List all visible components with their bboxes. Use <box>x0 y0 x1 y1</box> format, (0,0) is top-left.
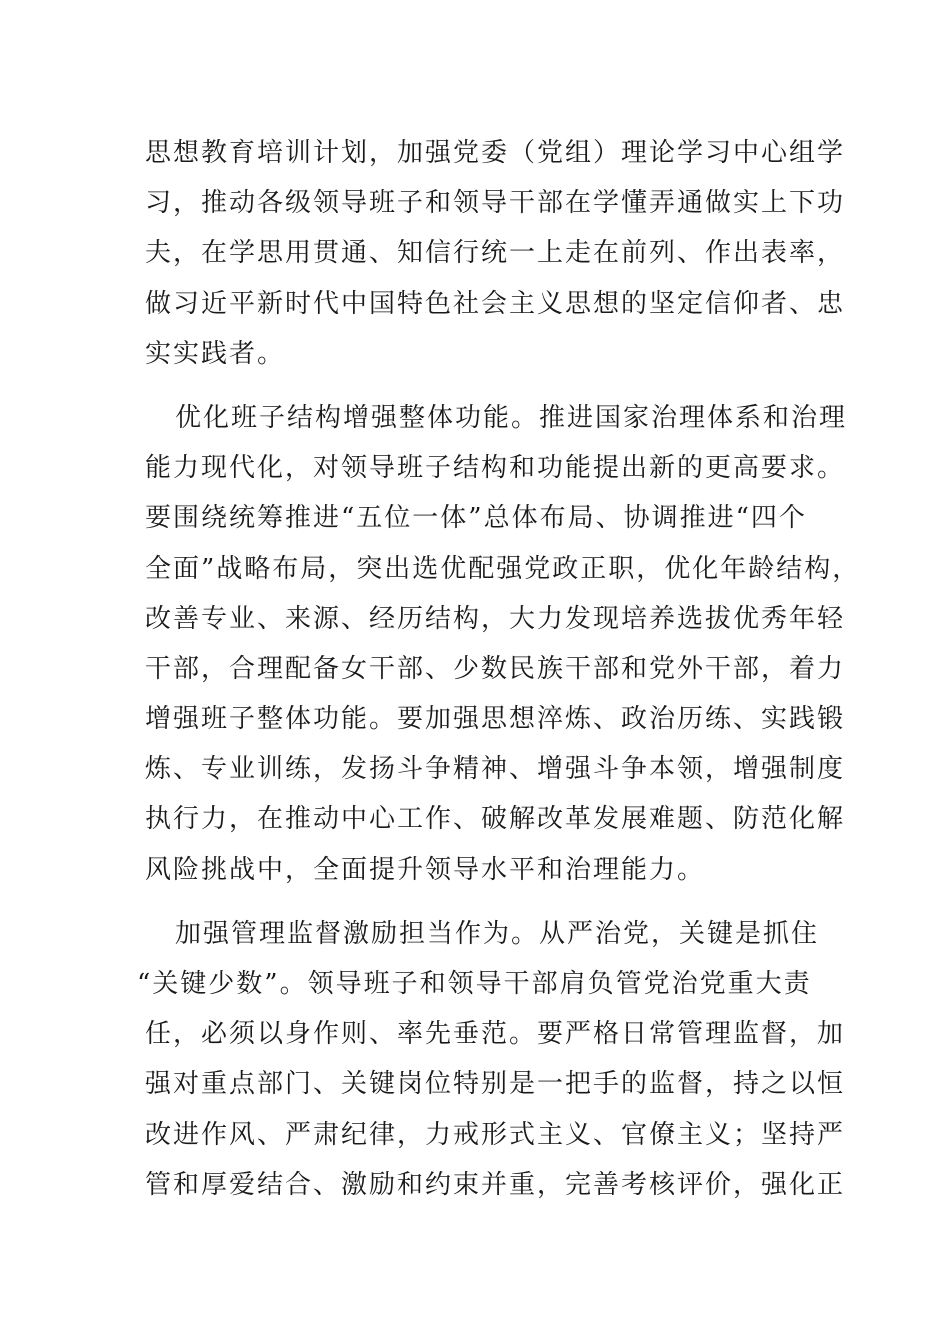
text-line: 任，必须以身作则、率先垂范。要严格日常管理监督，加 <box>145 1019 846 1050</box>
text-line: 干部，合理配备女干部、少数民族干部和党外干部，着力 <box>145 653 846 684</box>
text-line: 夫，在学思用贯通、知信行统一上走在前列、作出表率， <box>145 238 846 269</box>
text-line: 加强管理监督激励担当作为。从严治党，关键是抓住 <box>175 918 820 949</box>
text-line: 做习近平新时代中国特色社会主义思想的坚定信仰者、忠 <box>145 288 846 319</box>
text-line: 风险挑战中，全面提升领导水平和治理能力。 <box>145 854 706 885</box>
text-line: 管和厚爱结合、激励和约束并重，完善考核评价，强化正 <box>145 1169 846 1200</box>
text-line: 炼、专业训练，发扬斗争精神、增强斗争本领，增强制度 <box>145 754 846 785</box>
text-line: 能力现代化，对领导班子结构和功能提出新的更高要求。 <box>145 453 846 484</box>
text-line: 全面”战略布局，突出选优配强党政正职，优化年龄结构， <box>145 553 861 584</box>
text-line: 优化班子结构增强整体功能。推进国家治理体系和治理 <box>175 402 848 433</box>
text-line: 改善专业、来源、经历结构，大力发现培养选拔优秀年轻 <box>145 603 846 634</box>
text-line: 增强班子整体功能。要加强思想淬炼、政治历练、实践锻 <box>145 704 846 735</box>
text-line: 要围绕统筹推进“五位一体”总体布局、协调推进“四个 <box>145 503 807 534</box>
document-body <box>137 128 861 1210</box>
text-line: 强对重点部门、关键岗位特别是一把手的监督，持之以恒 <box>145 1069 846 1100</box>
text-line: 实实践者。 <box>145 338 286 369</box>
text-line: 执行力，在推动中心工作、破解改革发展难题、防范化解 <box>145 804 846 835</box>
text-line: 习，推动各级领导班子和领导干部在学懂弄通做实上下功 <box>145 188 846 219</box>
paragraph-spacer <box>145 895 805 909</box>
paragraph-spacer <box>145 379 805 393</box>
paragraph <box>137 909 846 1210</box>
paragraph <box>145 393 861 895</box>
text-line: 思想教育培训计划，加强党委（党组）理论学习中心组学 <box>145 138 846 168</box>
text-line: “关键少数”。领导班子和领导干部肩负管党治党重大责 <box>137 969 812 999</box>
text-line: 改进作风、严肃纪律，力戒形式主义、官僚主义；坚持严 <box>145 1119 846 1150</box>
paragraph <box>145 128 846 379</box>
